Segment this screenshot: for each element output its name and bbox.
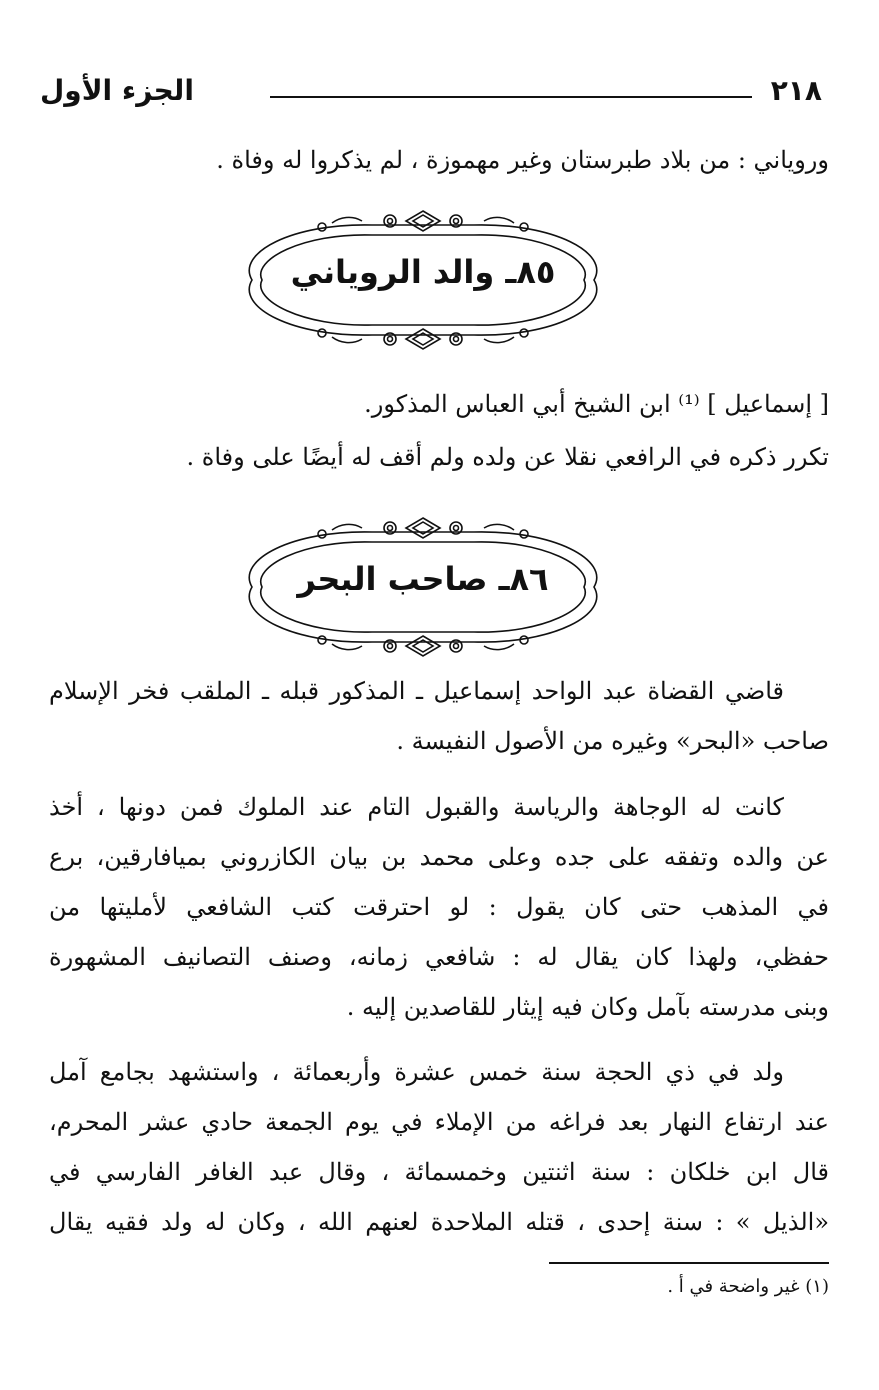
section-title: ٨٦ـ صاحب البحر [297,560,549,598]
text-line: عند ارتفاع النهار بعد فراغه من الإملاء في يوم الجمعة حادي عشر المحرم، [49,1108,829,1136]
text-line: قاضي القضاة عبد الواحد إسماعيل ـ المذكور قبله ـ الملقب فخر الإسلام [49,677,784,705]
text-line: صاحب «البحر» وغيره من الأصول النفيسة . [396,727,829,755]
text-line: تكرر ذكره في الرافعي نقلا عن ولده ولم أقف له أيضًا على وفاة . [186,443,829,471]
section-banner-85 [222,205,624,355]
footnote: (١) غير واضحة في أ . [667,1276,829,1297]
page-number: ٢١٨ [770,74,822,107]
text-line: كانت له الوجاهة والرياسة والقبول التام عند الملوك فمن دونها ، أخذ [49,793,784,821]
text-line: حفظي، ولهذا كان يقال له : شافعي زمانه، وصنف التصانيف المشهورة [49,943,829,971]
running-header [40,72,822,118]
volume-title: الجزء الأول [40,74,194,107]
text-line: وروياني : من بلاد طبرستان وغير مهموزة ، لم يذكروا له وفاة . [216,146,829,174]
text-line: [ إسماعيل ] ⁽¹⁾ ابن الشيخ أبي العباس المذكور. [364,390,829,418]
text-line: «الذيل » : سنة إحدى ، قتله الملاحدة لعنهم الله ، وكان له ولد فقيه يقال [49,1208,829,1236]
section-title: ٨٥ـ والد الروياني [290,253,556,291]
text-line: وبنى مدرسته بآمل وكان فيه إيثار للقاصدين إليه . [346,993,829,1021]
text-line: ولد في ذي الحجة سنة خمس عشرة وأربعمائة ، واستشهد بجامع آمل [49,1058,784,1086]
header-rule [270,96,752,98]
text-line: قال ابن خلكان : سنة اثنتين وخمسمائة ، وقال عبد الغافر الفارسي في [49,1158,829,1186]
footnote-rule [549,1262,829,1264]
section-banner-86 [222,512,624,662]
text-line: في المذهب حتى كان يقول : لو احترقت كتب الشافعي لأمليتها من [49,893,829,921]
text-line: عن والده وتفقه على جده وعلى محمد بن بيان الكازروني بميافارقين، برع [49,843,829,871]
